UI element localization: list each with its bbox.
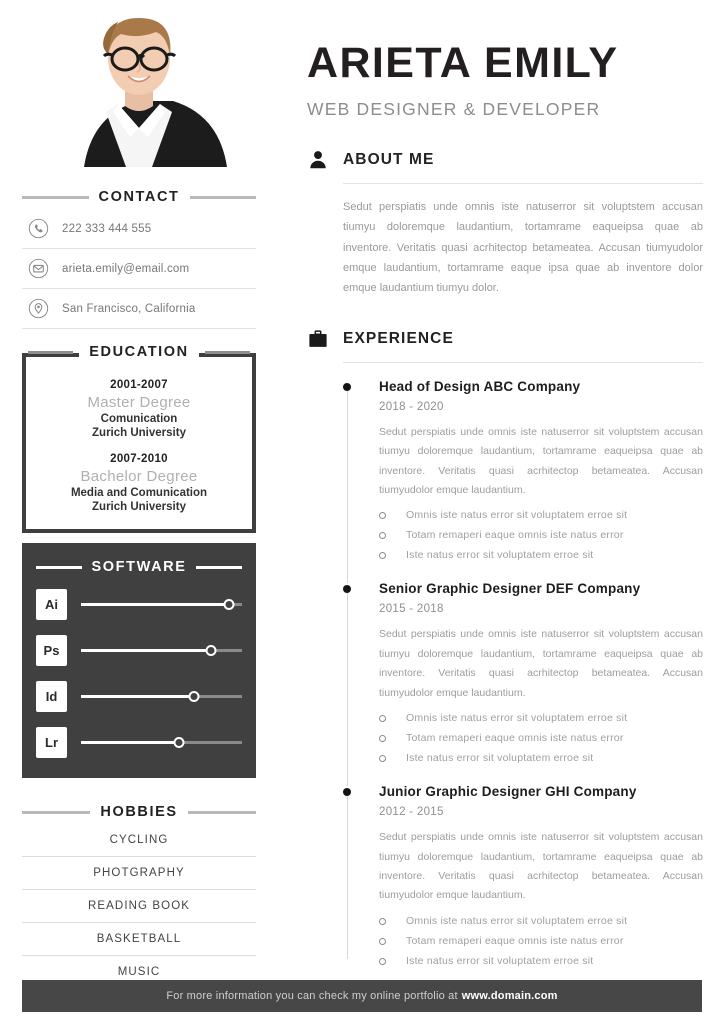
heading-rule-left — [28, 351, 73, 354]
software-badge-ai: Ai — [36, 589, 67, 620]
heading-rule-right — [188, 811, 256, 814]
list-item — [379, 915, 703, 927]
education-field: Comunication — [100, 413, 178, 425]
contact-phone-value: 222 333 444 555 — [62, 222, 152, 235]
briefcase-icon — [307, 327, 329, 351]
heading-rule-left — [22, 196, 89, 199]
job-title: Junior Graphic Designer GHI Company — [379, 784, 637, 800]
education-item — [36, 379, 242, 439]
circle-bullet-icon — [379, 715, 386, 722]
job-role-subtitle: WEB DESIGNER & DEVELOPER — [307, 99, 601, 119]
timeline-bullet-icon — [343, 383, 351, 391]
contact-row-location[interactable] — [22, 289, 256, 329]
timeline-line — [347, 391, 348, 584]
circle-bullet-icon — [379, 512, 386, 519]
right-column — [307, 0, 703, 967]
software-slider-ai[interactable] — [81, 599, 242, 610]
circle-bullet-icon — [379, 532, 386, 539]
location-icon — [28, 298, 49, 319]
list-item: CYCLING — [22, 824, 256, 857]
education-section — [22, 344, 256, 533]
heading-rule-right — [196, 566, 242, 569]
slider-fill — [81, 603, 229, 606]
person-icon — [307, 148, 329, 172]
list-item: BASKETBALL — [22, 923, 256, 956]
software-section — [22, 543, 256, 778]
slider-fill — [81, 649, 211, 652]
software-slider-lr[interactable] — [81, 737, 242, 748]
about-section — [307, 148, 703, 299]
bullet-text: Totam remaperi eaque omnis iste natus error — [406, 934, 624, 947]
education-title: EDUCATION — [79, 344, 199, 360]
job-bullet-list — [379, 712, 703, 764]
software-title: SOFTWARE — [91, 559, 187, 575]
education-years: 2007-2010 — [110, 453, 168, 465]
job-years: 2015 - 2018 — [379, 603, 444, 616]
hobbies-heading — [22, 804, 256, 820]
contact-row-email[interactable] — [22, 249, 256, 289]
list-item — [379, 712, 703, 724]
software-slider-id[interactable] — [81, 691, 242, 702]
bullet-text: Totam remaperi eaque omnis iste natus error — [406, 529, 624, 542]
bullet-text: Omnis iste natus error sit voluptatem erroe sit — [406, 712, 628, 725]
about-body-text: Sedut perspiatis unde omnis iste natuserror sit voluptstem accusan tiumyu doloremque laudantium, tortamrame eaqueipsa quae ab inventore. Veritatis quasi acrhitectop betameatea. Accusan tiumyudolor emque laudantium, tortamrame eaque ipsa quae ab inventore dolor emque laudantium tiumyu dolor. — [343, 201, 703, 295]
list-item — [379, 549, 703, 561]
heading-rule-right — [190, 196, 257, 199]
education-years: 2001-2007 — [110, 379, 168, 391]
left-column — [22, 12, 256, 989]
slider-knob[interactable] — [174, 737, 185, 748]
list-item — [379, 732, 703, 744]
bullet-text: Iste natus error sit voluptatem erroe sit — [406, 954, 594, 967]
footer-bar — [22, 980, 702, 1012]
contact-section — [22, 189, 256, 329]
list-item: MUSIC — [22, 956, 256, 989]
software-row-ps — [36, 635, 242, 666]
list-item — [379, 509, 703, 521]
timeline-bullet-icon — [343, 788, 351, 796]
circle-bullet-icon — [379, 755, 386, 762]
heading-rule-left — [36, 566, 82, 569]
education-school: Zurich University — [92, 501, 186, 513]
contact-title: CONTACT — [98, 189, 180, 205]
job-bullet-list — [379, 915, 703, 967]
contact-heading — [22, 189, 256, 205]
education-frame — [22, 353, 256, 533]
circle-bullet-icon — [379, 735, 386, 742]
circle-bullet-icon — [379, 938, 386, 945]
list-item — [379, 955, 703, 967]
list-item: READING BOOK — [22, 890, 256, 923]
software-row-id — [36, 681, 242, 712]
contact-email-value: arieta.emily@email.com — [62, 262, 190, 275]
slider-fill — [81, 695, 194, 698]
hobbies-list — [22, 824, 256, 989]
heading-rule-left — [22, 811, 90, 814]
job-years: 2012 - 2015 — [379, 806, 444, 819]
experience-heading — [307, 327, 703, 351]
circle-bullet-icon — [379, 958, 386, 965]
software-row-lr — [36, 727, 242, 758]
job-title: Head of Design ABC Company — [379, 378, 581, 394]
job-years: 2018 - 2020 — [379, 400, 444, 413]
experience-item — [343, 784, 703, 967]
job-description: Sedut perspiatis unde omnis iste natuserror sit voluptstem accusan tiumyu doloremque laudantium, tortamrame eaqueipsa quae ab inventore. Veritatis quasi acrhitectop betameatea. Accusan tiumyudolor emque laudantium. — [379, 425, 703, 496]
education-item — [36, 453, 242, 513]
email-icon — [28, 258, 49, 279]
software-row-ai — [36, 589, 242, 620]
education-field: Media and Comunication — [70, 487, 208, 499]
education-school: Zurich University — [92, 427, 186, 439]
list-item: PHOTGRAPHY — [22, 857, 256, 890]
bullet-text: Totam remaperi eaque omnis iste natus error — [406, 732, 624, 745]
software-badge-id: Id — [36, 681, 67, 712]
hobbies-section — [22, 804, 256, 989]
circle-bullet-icon — [379, 918, 386, 925]
experience-item — [343, 581, 703, 784]
bullet-text: Omnis iste natus error sit voluptatem erroe sit — [406, 509, 628, 522]
experience-title: EXPERIENCE — [343, 329, 454, 347]
bullet-text: Omnis iste natus error sit voluptatem erroe sit — [406, 914, 628, 927]
list-item — [379, 752, 703, 764]
slider-knob[interactable] — [224, 599, 235, 610]
contact-location-value: San Francisco, California — [62, 302, 196, 315]
timeline-line — [347, 593, 348, 786]
timeline-line — [347, 796, 348, 959]
experience-timeline — [343, 379, 703, 967]
heading-rule-right — [205, 351, 250, 354]
section-divider — [343, 183, 703, 184]
experience-item — [343, 379, 703, 582]
page-title: ARIETA EMILY — [307, 39, 619, 87]
job-description: Sedut perspiatis unde omnis iste natuserror sit voluptstem accusan tiumyu doloremque laudantium, tortamrame eaqueipsa quae ab inventore. Veritatis quasi acrhitectop betameatea. Accusan tiumyudolor emque laudantium. — [379, 628, 703, 699]
timeline-bullet-icon — [343, 585, 351, 593]
footer-text: For more information you can check my online portfolio at — [166, 990, 458, 1002]
education-degree: Bachelor Degree — [80, 468, 198, 485]
list-item — [379, 935, 703, 947]
education-degree: Master Degree — [87, 394, 191, 411]
software-slider-ps[interactable] — [81, 645, 242, 656]
slider-fill — [81, 741, 179, 744]
slider-knob[interactable] — [206, 645, 217, 656]
phone-icon — [28, 218, 49, 239]
job-bullet-list — [379, 509, 703, 561]
education-heading — [22, 344, 256, 360]
about-title: ABOUT ME — [343, 151, 435, 168]
software-badge-lr: Lr — [36, 727, 67, 758]
slider-knob[interactable] — [188, 691, 199, 702]
software-heading — [36, 559, 242, 575]
section-divider — [343, 362, 703, 363]
circle-bullet-icon — [379, 552, 386, 559]
bullet-text: Iste natus error sit voluptatem erroe sit — [406, 549, 594, 562]
job-title: Senior Graphic Designer DEF Company — [379, 581, 641, 597]
job-description: Sedut perspiatis unde omnis iste natuserror sit voluptstem accusan tiumyu doloremque laudantium, tortamrame eaqueipsa quae ab inventore. Veritatis quasi acrhitectop betameatea. Accusan tiumyudolor emque laudantium. — [379, 831, 703, 902]
experience-section — [307, 327, 703, 967]
software-badge-ps: Ps — [36, 635, 67, 666]
bullet-text: Iste natus error sit voluptatem erroe sit — [406, 752, 594, 765]
footer-link[interactable]: www.domain.com — [461, 990, 558, 1002]
contact-row-phone[interactable] — [22, 209, 256, 249]
portrait-photo — [22, 12, 256, 167]
list-item — [379, 529, 703, 541]
hobbies-title: HOBBIES — [100, 804, 178, 820]
about-heading — [307, 148, 703, 172]
